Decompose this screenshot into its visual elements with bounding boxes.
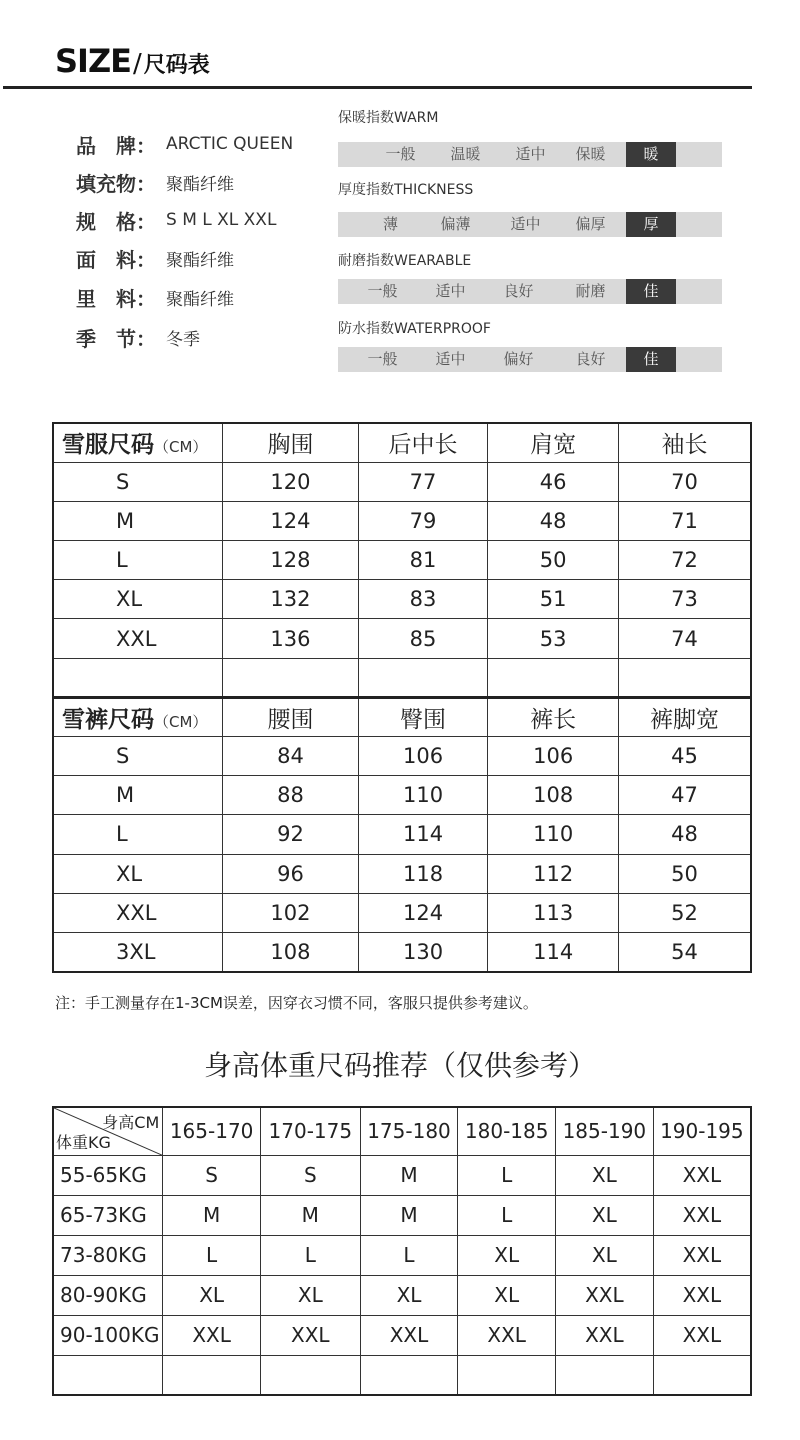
level-label: 温暖: [450, 145, 481, 163]
spec-key: 填充物：: [76, 171, 156, 196]
value-cell: 51: [488, 580, 619, 619]
pants-title-cell: [53, 697, 223, 736]
value-cell: 106: [488, 737, 619, 776]
title-slash: /: [133, 49, 142, 79]
measurement-note: 注：手工测量存在1-3CM误差，因穿衣习惯不同，客服只提供参考建议。: [55, 994, 538, 1012]
title-size-chart: 尺码表: [143, 53, 210, 78]
size-cell: L: [458, 1155, 556, 1195]
value-cell: 84: [223, 737, 359, 776]
size-cell: XXL: [653, 1155, 751, 1195]
table-row: [53, 580, 751, 619]
height-header: 175-180: [360, 1107, 458, 1155]
spec-value: S M L XL XXL: [166, 210, 277, 230]
value-cell: 106: [358, 737, 488, 776]
value-cell: 114: [358, 815, 488, 854]
level-label: 适中: [515, 145, 546, 163]
jacket-title: 雪服尺码: [62, 432, 154, 459]
spec-fabric: [76, 246, 234, 270]
column-header: 胸围: [223, 423, 359, 462]
value-cell: 48: [618, 815, 751, 854]
size-cell: [556, 1355, 654, 1395]
spec-season: [76, 325, 200, 349]
value-cell: 83: [358, 580, 488, 619]
value-cell: 130: [358, 932, 488, 971]
value-cell: 50: [618, 854, 751, 893]
size-cell: S: [53, 462, 223, 501]
spec-value: 聚酯纤维: [166, 250, 234, 271]
size-cell: [360, 1355, 458, 1395]
size-cell: XXL: [53, 893, 223, 932]
size-cell: S: [163, 1155, 261, 1195]
recommendation-header-row: [53, 1107, 751, 1155]
size-cell: XL: [556, 1155, 654, 1195]
value-cell: 132: [223, 580, 359, 619]
value-cell: 96: [223, 854, 359, 893]
spec-key: 面 料：: [76, 247, 156, 272]
value-cell: 45: [618, 737, 751, 776]
size-cell: L: [360, 1235, 458, 1275]
level-label: 耐磨: [575, 282, 606, 300]
jacket-title-cell: [53, 423, 223, 462]
thickness-index-bar: [338, 212, 722, 237]
size-cell: XL: [556, 1235, 654, 1275]
spec-value: 聚酯纤维: [166, 174, 234, 195]
value-cell: 124: [223, 501, 359, 540]
level-label: 一般: [367, 350, 398, 368]
size-cell: XXL: [260, 1315, 360, 1355]
level-label: 良好: [575, 350, 606, 368]
table-row: [53, 1155, 751, 1195]
weight-cell: 55-65KG: [53, 1155, 163, 1195]
size-cell: XXL: [53, 619, 223, 658]
size-cell: XL: [53, 854, 223, 893]
table-row: [53, 1195, 751, 1235]
level-selected: 厚: [626, 212, 676, 237]
height-header: 185-190: [556, 1107, 654, 1155]
column-header: 后中长: [358, 423, 488, 462]
value-cell: 72: [618, 541, 751, 580]
value-cell: 46: [488, 462, 619, 501]
height-header: 190-195: [653, 1107, 751, 1155]
value-cell: 112: [488, 854, 619, 893]
jacket-header-row: [53, 423, 751, 462]
value-cell: 50: [488, 541, 619, 580]
size-cell: XL: [556, 1195, 654, 1235]
unit-label: （CM）: [154, 438, 208, 457]
size-cell: L: [53, 541, 223, 580]
value-cell: [488, 658, 619, 697]
level-label: 薄: [382, 215, 398, 233]
table-row: [53, 462, 751, 501]
weight-cell: 80-90KG: [53, 1275, 163, 1315]
weight-cell: 90-100KG: [53, 1315, 163, 1355]
table-row: [53, 815, 751, 854]
value-cell: 114: [488, 932, 619, 971]
size-cell: L: [260, 1235, 360, 1275]
column-header: 腰围: [223, 697, 359, 736]
table-row-empty: [53, 658, 751, 697]
size-cell: S: [260, 1155, 360, 1195]
value-cell: 120: [223, 462, 359, 501]
recommendation-title: 身高体重尺码推荐（仅供参考）: [203, 1049, 596, 1082]
column-header: 裤脚宽: [618, 697, 751, 736]
column-header: 肩宽: [488, 423, 619, 462]
size-cell: XL: [163, 1275, 261, 1315]
level-label: 适中: [510, 215, 541, 233]
value-cell: [223, 658, 359, 697]
level-label: 一般: [367, 282, 398, 300]
value-cell: 71: [618, 501, 751, 540]
value-cell: 53: [488, 619, 619, 658]
table-row: [53, 776, 751, 815]
size-cell: XXL: [653, 1235, 751, 1275]
value-cell: 118: [358, 854, 488, 893]
table-row-empty: [53, 1355, 751, 1395]
size-cell: S: [53, 737, 223, 776]
size-cell: M: [260, 1195, 360, 1235]
value-cell: 77: [358, 462, 488, 501]
spec-brand: [76, 132, 293, 156]
weight-cell: [53, 1355, 163, 1395]
size-cell: 3XL: [53, 932, 223, 971]
table-row: [53, 619, 751, 658]
value-cell: 92: [223, 815, 359, 854]
value-cell: [618, 658, 751, 697]
level-selected: 佳: [626, 279, 676, 304]
value-cell: 124: [358, 893, 488, 932]
pants-title: 雪裤尺码: [62, 706, 154, 733]
value-cell: 52: [618, 893, 751, 932]
value-cell: 73: [618, 580, 751, 619]
size-cell: XXL: [653, 1315, 751, 1355]
value-cell: 47: [618, 776, 751, 815]
table-row: [53, 501, 751, 540]
height-header: 180-185: [458, 1107, 556, 1155]
table-row: [53, 1315, 751, 1355]
value-cell: 110: [488, 815, 619, 854]
size-cell: XXL: [653, 1275, 751, 1315]
table-row: [53, 854, 751, 893]
size-cell: [53, 658, 223, 697]
thickness-index-label: 厚度指数THICKNESS: [338, 182, 474, 198]
spec-key: 里 料：: [76, 286, 156, 311]
size-table: [52, 422, 752, 973]
value-cell: 136: [223, 619, 359, 658]
spec-filling: [76, 170, 234, 194]
column-header: 袖长: [618, 423, 751, 462]
size-cell: L: [458, 1195, 556, 1235]
level-label: 偏薄: [440, 215, 471, 233]
spec-key: 规 格：: [76, 209, 156, 234]
value-cell: 102: [223, 893, 359, 932]
level-selected: 暖: [626, 142, 676, 167]
size-cell: XL: [458, 1275, 556, 1315]
size-cell: XL: [53, 580, 223, 619]
level-label: 一般: [385, 145, 416, 163]
waterproof-index-bar: [338, 347, 722, 372]
size-cell: XL: [458, 1235, 556, 1275]
height-axis-label: 身高CM: [102, 1113, 160, 1132]
value-cell: 108: [223, 932, 359, 971]
height-header: 165-170: [163, 1107, 261, 1155]
size-cell: XXL: [360, 1315, 458, 1355]
page-title: [55, 42, 210, 82]
size-cell: XXL: [556, 1275, 654, 1315]
value-cell: 88: [223, 776, 359, 815]
size-cell: [260, 1355, 360, 1395]
table-row: [53, 1235, 751, 1275]
spec-value: 聚酯纤维: [166, 289, 234, 310]
warm-index-label: 保暖指数WARM: [338, 110, 439, 126]
spec-value: ARCTIC QUEEN: [166, 134, 294, 154]
value-cell: 79: [358, 501, 488, 540]
value-cell: 108: [488, 776, 619, 815]
wearable-index-bar: [338, 279, 722, 304]
title-size: SIZE: [55, 42, 132, 80]
value-cell: [358, 658, 488, 697]
weight-cell: 73-80KG: [53, 1235, 163, 1275]
size-cell: L: [163, 1235, 261, 1275]
spec-key: 季 节：: [76, 326, 156, 351]
table-row: [53, 541, 751, 580]
spec-sizes: [76, 208, 276, 232]
column-header: 臀围: [358, 697, 488, 736]
size-cell: M: [360, 1155, 458, 1195]
level-selected: 佳: [626, 347, 676, 372]
level-label: 适中: [435, 282, 466, 300]
value-cell: 128: [223, 541, 359, 580]
size-cell: [653, 1355, 751, 1395]
weight-axis-label: 体重KG: [56, 1132, 111, 1152]
size-cell: XXL: [458, 1315, 556, 1355]
value-cell: 54: [618, 932, 751, 971]
level-label: 良好: [503, 282, 534, 300]
value-cell: 81: [358, 541, 488, 580]
size-cell: M: [53, 501, 223, 540]
table-row: [53, 932, 751, 971]
size-cell: XXL: [653, 1195, 751, 1235]
size-cell: M: [53, 776, 223, 815]
spec-value: 冬季: [166, 329, 200, 350]
value-cell: 110: [358, 776, 488, 815]
recommendation-table: [52, 1106, 752, 1396]
size-cell: [458, 1355, 556, 1395]
value-cell: 85: [358, 619, 488, 658]
level-label: 保暖: [575, 145, 606, 163]
size-cell: M: [163, 1195, 261, 1235]
size-cell: XXL: [163, 1315, 261, 1355]
size-cell: L: [53, 815, 223, 854]
warm-index-bar: [338, 142, 722, 167]
spec-lining: [76, 285, 234, 309]
height-header: 170-175: [260, 1107, 360, 1155]
level-label: 偏好: [503, 350, 534, 368]
corner-cell: [53, 1107, 163, 1155]
value-cell: 113: [488, 893, 619, 932]
size-cell: M: [360, 1195, 458, 1235]
table-row: [53, 1275, 751, 1315]
title-divider: [3, 86, 752, 89]
size-cell: XL: [360, 1275, 458, 1315]
size-cell: [163, 1355, 261, 1395]
table-row: [53, 737, 751, 776]
table-row: [53, 893, 751, 932]
wearable-index-label: 耐磨指数WEARABLE: [338, 253, 472, 269]
value-cell: 70: [618, 462, 751, 501]
level-label: 适中: [435, 350, 466, 368]
level-label: 偏厚: [575, 215, 606, 233]
waterproof-index-label: 防水指数WATERPROOF: [338, 321, 491, 337]
unit-label: （CM）: [154, 712, 208, 731]
pants-header-row: [53, 697, 751, 736]
size-cell: XL: [260, 1275, 360, 1315]
value-cell: 74: [618, 619, 751, 658]
column-header: 裤长: [488, 697, 619, 736]
spec-key: 品 牌：: [76, 133, 156, 158]
weight-cell: 65-73KG: [53, 1195, 163, 1235]
value-cell: 48: [488, 501, 619, 540]
size-cell: XXL: [556, 1315, 654, 1355]
